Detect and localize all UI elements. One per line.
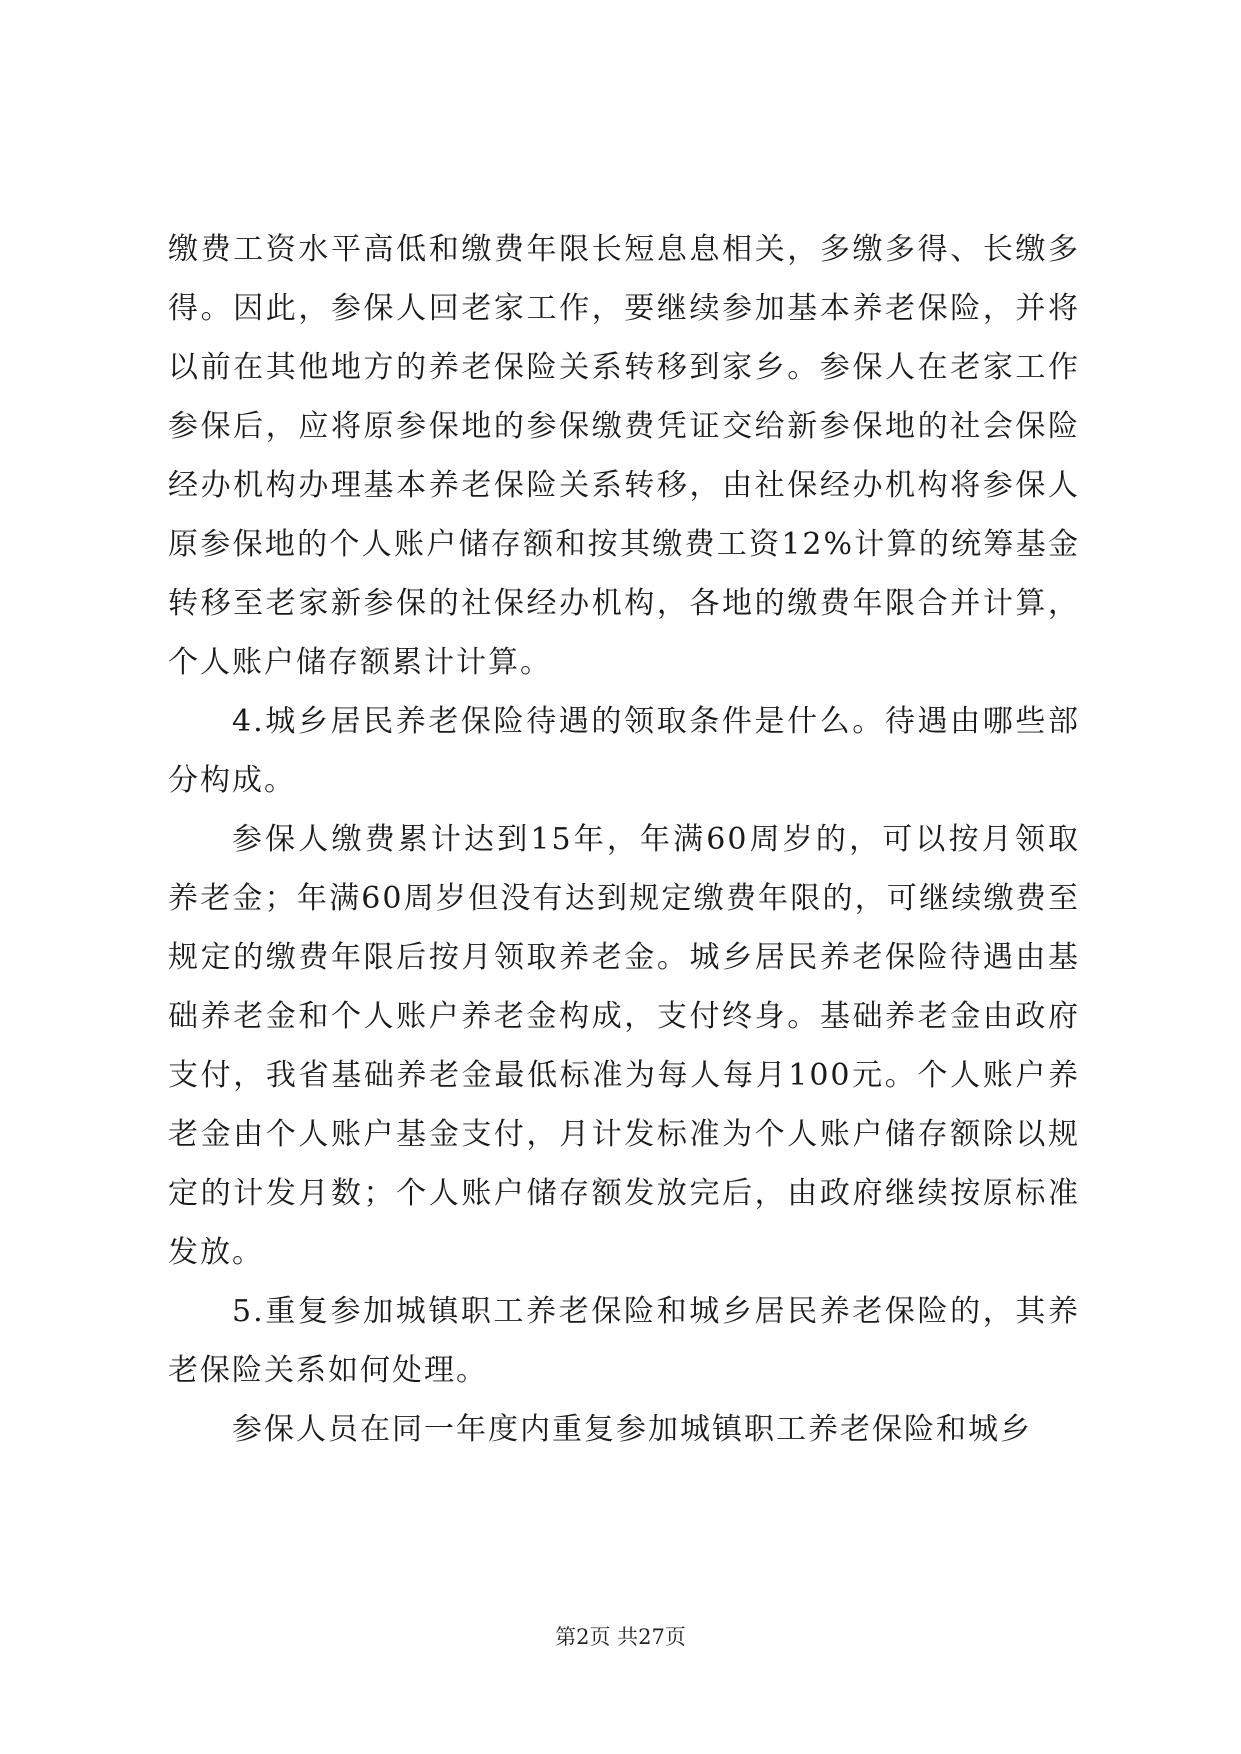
question-heading-4: 4.城乡居民养老保险待遇的领取条件是什么。待遇由哪些部分构成。 — [168, 704, 1080, 798]
page-number-footer: 第2页 共27页 — [555, 1625, 686, 1649]
question-heading-5: 5.重复参加城镇职工养老保险和城乡居民养老保险的，其养老保险关系如何处理。 — [168, 1294, 1080, 1388]
body-text — [168, 220, 1080, 1459]
answer-paragraph-4: 参保人缴费累计达到15年，年满60周岁的，可以按月领取养老金；年满60周岁但没有达到规定缴费年限的，可继续缴费至规定的缴费年限后按月领取养老金。城乡居民养老保险待遇由基础养老金和个人账户养老金构成，支付终身。基础养老金由政府支付，我省基础养老金最低标准为每人每月100元。个人账户养老金由个人账户基金支付，月计发标准为个人账户储存额除以规定的计发月数；个人账户储存额发放完后，由政府继续按原标准发放。 — [168, 822, 1080, 1270]
paragraph-continuation: 缴费工资水平高低和缴费年限长短息息相关，多缴多得、长缴多得。因此，参保人回老家工作，要继续参加基本养老保险，并将以前在其他地方的养老保险关系转移到家乡。参保人在老家工作参保后，应将原参保地的参保缴费凭证交给新参保地的社会保险经办机构办理基本养老保险关系转移，由社保经办机构将参保人原参保地的个人账户储存额和按其缴费工资12%计算的统筹基金转移至老家新参保的社保经办机构，各地的缴费年限合并计算，个人账户储存额累计计算。 — [168, 232, 1080, 680]
answer-paragraph-5: 参保人员在同一年度内重复参加城镇职工养老保险和城乡 — [232, 1412, 1032, 1447]
